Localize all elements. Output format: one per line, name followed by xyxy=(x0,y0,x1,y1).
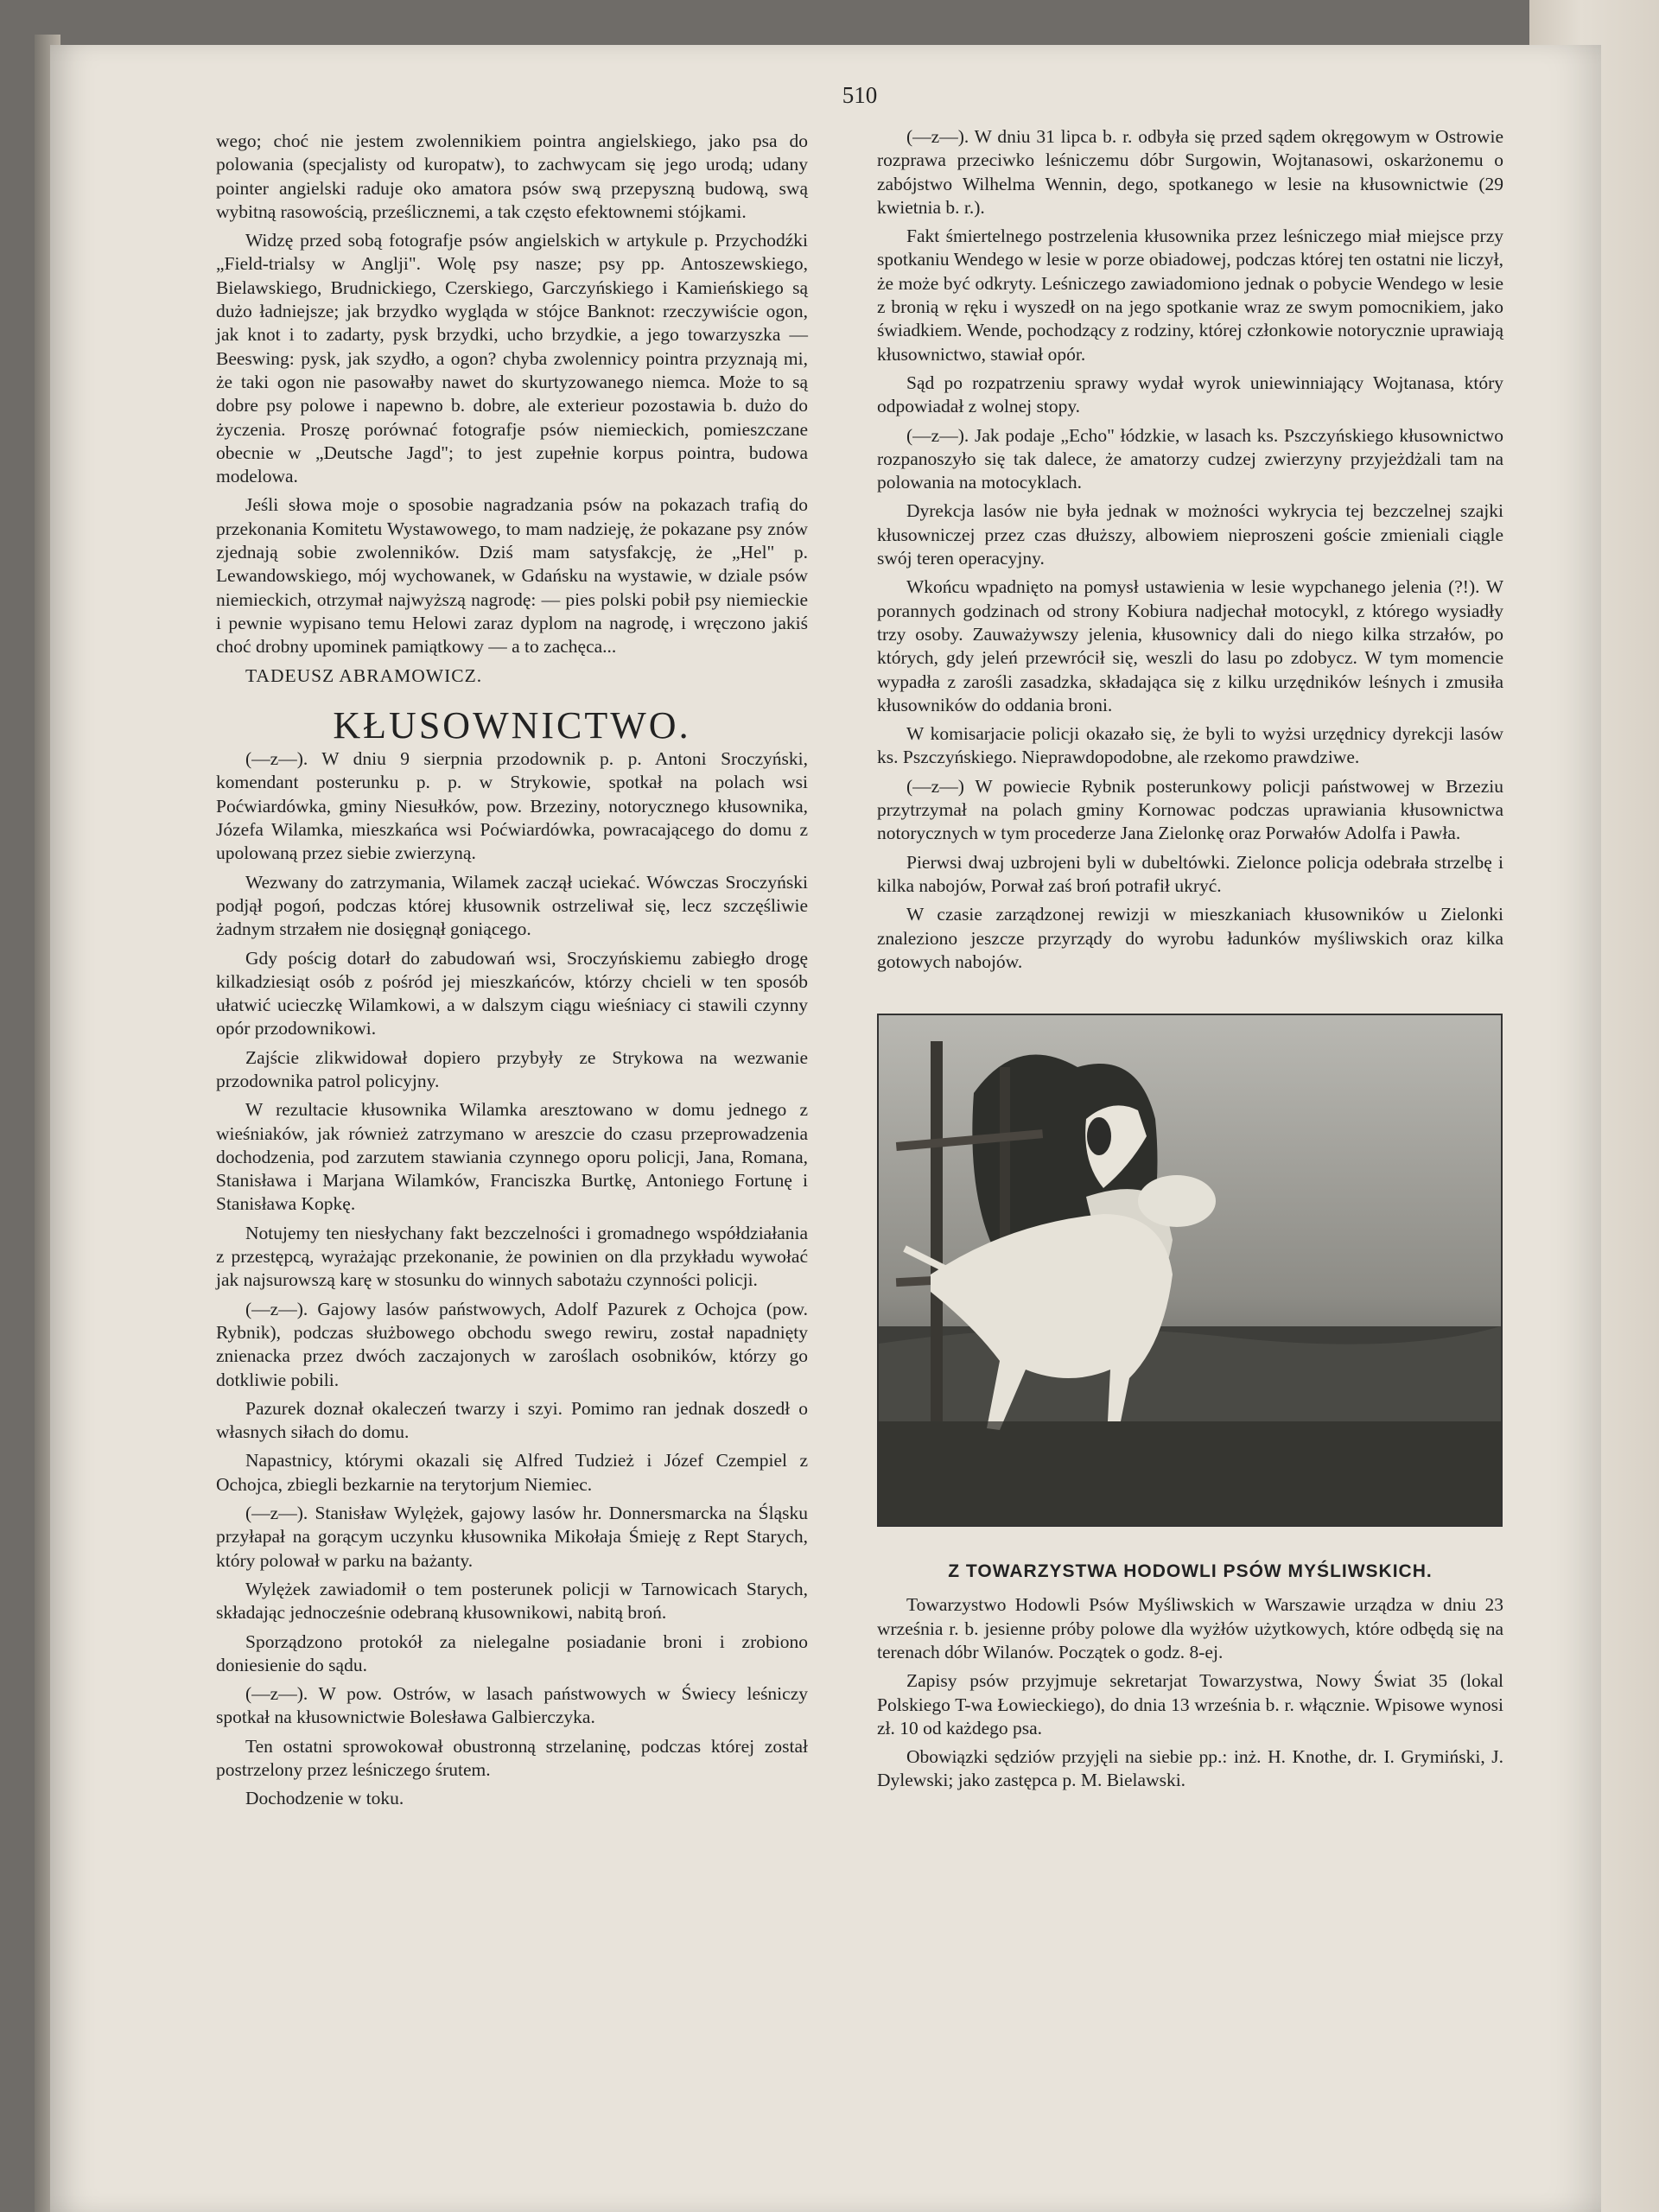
article-paragraph: Fakt śmiertelnego postrzelenia kłusownika przez leśniczego miał miejsce przy spotkaniu Wendego w lesie w porze obiadowej, podczas której ten ostatni nie liczył, że może być odkryty. Leśniczego zawiadomiono jednak o pobycie Wendego w lesie z bronią w ręku i wyszedł on na jego spotkanie wraz ze swym pomocnikiem, jako świadkiem. Wende, pochodzący z rodziny, której członkowie notorycznie uprawiają kłusownictwo, stawiał opór. xyxy=(877,226,1503,365)
article-paragraph: (—z—) W powiecie Rybnik posterunkowy policji państwowej w Brzeziu przytrzymał na polach gminy Kornowac podczas uprawiania kłusownictwa notorycznych w tym procederze Jana Zielonkę oraz Porwałów Adolfa i Pawła. xyxy=(877,775,1503,844)
intro-paragraph: Jeśli słowa moje o sposobie nagradzania psów na pokazach trafią do przekonania Komitetu Wystawowego, to mam nadzieję, że pokazane psy znów zjednają sobie zwolenników. Dziś mam satysfakcję, że „Hel" p. Lewandowskiego, mój wychowanek, w Gdańsku na wystawie, w dziale psów niemieckich, otrzymał najwyższą nagrodę: — pies polski pobił psy niemieckie i pewnie wypisano temu Helowi zaraz dyplom na nagrodę, i wręczono jakiś choć drobny upominek pamiątkowy — a to zachęca... xyxy=(216,494,808,658)
article-paragraph: W komisarjacie policji okazało się, że byli to wyżsi urzędnicy dyrekcji lasów ks. Pszczyńskiego. Nieprawdopodobne, ale rzekomo prawdziwe. xyxy=(877,723,1503,768)
article-paragraph: Dochodzenie w toku. xyxy=(245,1788,404,1809)
section-paragraph: Zapisy psów przyjmuje sekretarjat Towarzystwa, Nowy Świat 35 (lokal Polskiego T-wa Łowieckiego), do dnia 13 września b. r. włącznie. Wpisowe wynosi zł. 10 od każdego psa. xyxy=(877,1670,1503,1738)
page-number: 510 xyxy=(842,82,878,108)
article-paragraph: (—z—). W dniu 9 sierpnia przodownik p. p. Antoni Sroczyński, komendant posterunku p. p. w Strykowie, spotkał na polach wsi Poćwiardówka, gminy Niesułków, pow. Brzeziny, notorycznego kłusownika, Józefa Wilamka, mieszkańca wsi Poćwiardówka, powracającego do domu z upolowaną przez siebie zwierzyną. xyxy=(216,748,808,864)
intro-paragraph: wego; choć nie jestem zwolennikiem pointra angielskiego, jako psa do polowania (specjalisty od kuropatw), to zachwycam się jego urodą; udany pointer angielski raduje oko amatora psów swą przepyszną budową, swą wybitną rasowością, prześlicznemi, a tak często efektownemi stójkami. xyxy=(216,130,808,222)
intro-paragraph: Widzę przed sobą fotografje psów angielskich w artykule p. Przychodźki „Field-trialsy w Anglji". Wolę psy nasze; psy pp. Antoszewskiego, Bielawskiego, Brudnickiego, Czerskiego, Garczyńskiego i Kamieńskiego są dużo ładniejsze; jak brzydko wygląda w stójce Banknot: rzeczywiście ogon, jak knot i to zadarty, pysk brzydki, ucho brzydkie, a jego towarzyszka — Beeswing: pysk, jak szydło, a ogon? chyba zwolennicy pointra przyznają mi, że taki ogon nie pasowałby nawet do skurtyzowanego niemca. Może to są dobre psy polowe i napewno b. dobre, ale exterieur pozostawia b. dużo do życzenia. Proszę porównać fotografje psów niemieckich, pomieszczane obecnie w „Deutsche Jagd"; to jest zupełnie korpus pointra, budowa modelowa. xyxy=(216,230,808,487)
article-paragraph: Napastnicy, którymi okazali się Alfred Tudzież i Józef Czempiel z Ochojca, zbiegli bezkarnie na terytorjum Niemiec. xyxy=(216,1450,808,1495)
section-paragraph: Towarzystwo Hodowli Psów Myśliwskich w Warszawie urządza w dniu 23 września r. b. jesienne próby polowe dla wyżłów użytkowych, które odbędą się na terenach dóbr Wilanów. Początek o godz. 8-ej. xyxy=(877,1594,1503,1662)
right-column xyxy=(877,125,1503,1798)
article-paragraph: Wkońcu wpadnięto na pomysł ustawienia w lesie wypchanego jelenia (?!). W porannych godzinach od strony Kobiura nadjechał motocykl, z którego wysiadły trzy osoby. Zauważywszy jelenia, kłusownicy dali do niego kilka strzałów, po których, gdy jeleń przewrócił się, weszli do lasu po zdobycz. W tym momencie wypadła z zarośli zasadzka, składająca się z kilku urzędników leśnych i zmusiła kłusowników do oddania broni. xyxy=(877,576,1503,715)
left-column xyxy=(216,130,808,1816)
article-paragraph: Pierwsi dwaj uzbrojeni byli w dubeltówki. Zielonce policja odebrała strzelbę i kilka nabojów, Porwał zaś broń potrafił ukryć. xyxy=(877,851,1503,896)
article-paragraph: W czasie zarządzonej rewizji w mieszkaniach kłusowników u Zielonki znaleziono jeszcze przyrządy do wyrobu ładunków myśliwskich oraz kilka gotowych nabojów. xyxy=(877,904,1503,972)
article-paragraph: Wylężek zawiadomił o tem posterunek policji w Tarnowicach Starych, składając jednocześnie odebraną kłusownikowi, nabitą broń. xyxy=(216,1578,808,1624)
article-paragraph: Gdy pościg dotarł do zabudowań wsi, Sroczyńskiemu zabiegło drogę kilkadziesiąt osób z pośród jej mieszkańców, którzy chcieli w ten sposób ułatwić ucieczkę Wilamkowi, a w dalszym ciągu wieśniacy ci stawili czynny opór przodownikowi. xyxy=(216,947,808,1039)
author-signature: TADEUSZ ABRAMOWICZ. xyxy=(245,664,483,686)
article-paragraph: (—z—). W pow. Ostrów, w lasach państwowych w Świecy leśniczy spotkał na kłusownictwie Bolesława Galbierczyka. xyxy=(216,1683,808,1728)
pointer-dogs-photo-icon xyxy=(877,1014,1503,1527)
article-paragraph: W rezultacie kłusownika Wilamka aresztowano w domu jednego z wieśniaków, jak również zatrzymano w areszcie do czasu przeprowadzenia dochodzenia, pod zarzutem stawiania czynnego oporu policji, Jana, Romana, Stanisława i Marjana Wilamków, Franciszka Burtkę, Antoniego Fortunę i Stanisława Kopkę. xyxy=(216,1099,808,1215)
article-paragraph: (—z—). W dniu 31 lipca b. r. odbyła się przed sądem okręgowym w Ostrowie rozprawa przeciwko leśniczemu dóbr Surgowin, Wojtanasowi, oskarżonemu o zabójstwo Wilhelma Wennin, dego, spotkanego w lesie na kłusownictwie (29 kwietnia b. r.). xyxy=(877,126,1503,218)
article-paragraph: Sąd po rozpatrzeniu sprawy wydał wyrok uniewinniający Wojtanasa, który odpowiadał z wolnej stopy. xyxy=(877,372,1503,417)
article-paragraph: Sporządzono protokół za nielegalne posiadanie broni i zrobiono doniesienie do sądu. xyxy=(216,1630,808,1675)
article-paragraph: Dyrekcja lasów nie była jednak w możności wykrycia tej bezczelnej szajki kłusowniczej przez czas dłuższy, albowiem nieproszeni goście zmieniali ciągle swój teren operacyjny. xyxy=(877,500,1503,569)
article-paragraph: Zajście zlikwidował dopiero przybyły ze Strykowa na wezwanie przodownika patrol policyjny. xyxy=(216,1046,808,1091)
article-paragraph: (—z—). Stanisław Wylężek, gajowy lasów hr. Donnersmarcka na Śląsku przyłapał na gorącym uczynku kłusownika Mikołaja Śmieję z Rept Starych, który polował w parku na bażanty. xyxy=(216,1503,808,1571)
section-paragraph: Obowiązki sędziów przyjęli na siebie pp.: inż. H. Knothe, dr. I. Grymiński, J. Dylewski; jako zastępca p. M. Bielawski. xyxy=(877,1746,1503,1791)
article-paragraph: Notujemy ten niesłychany fakt bezczelności i gromadnego współdziałania z przestępcą, wyrażając przekonanie, że powinien on dla przykładu wywołać jak najsurowszą karę w stosunku do winnych sabotażu czynności policji. xyxy=(216,1222,808,1291)
article-paragraph: Pazurek doznał okaleczeń twarzy i szyi. Pomimo ran jednak doszedł o własnych siłach do domu. xyxy=(216,1397,808,1443)
article-paragraph: (—z—). Jak podaje „Echo" łódzkie, w lasach ks. Pszczyńskiego kłusownictwo rozpanoszyło się tak dalece, że amatorzy cudzej zwierzyny przyjeżdżali tam na polowania na motocyklach. xyxy=(877,424,1503,493)
section-heading: Z TOWARZYSTWA HODOWLI PSÓW MYŚLIWSKICH. xyxy=(948,1561,1433,1582)
article-paragraph: Ten ostatni sprowokował obustronną strzelaninę, podczas której został postrzelony przez leśniczego śrutem. xyxy=(216,1735,808,1780)
article-heading: KŁUSOWNICTWO. xyxy=(333,703,691,747)
article-paragraph: (—z—). Gajowy lasów państwowych, Adolf Pazurek z Ochojca (pow. Rybnik), podczas służbowego obchodu swego rewiru, został napadnięty znienacka przez dwóch zaczajonych w zaroślach osobników, którzy go dotkliwie pobili. xyxy=(216,1298,808,1390)
article-paragraph: Wezwany do zatrzymania, Wilamek zaczął uciekać. Wówczas Sroczyński podjął pogoń, podczas której kłusownik ostrzeliwał się, lecz szczęśliwie żadnym strzałem nie dosięgnął goniącego. xyxy=(216,871,808,940)
